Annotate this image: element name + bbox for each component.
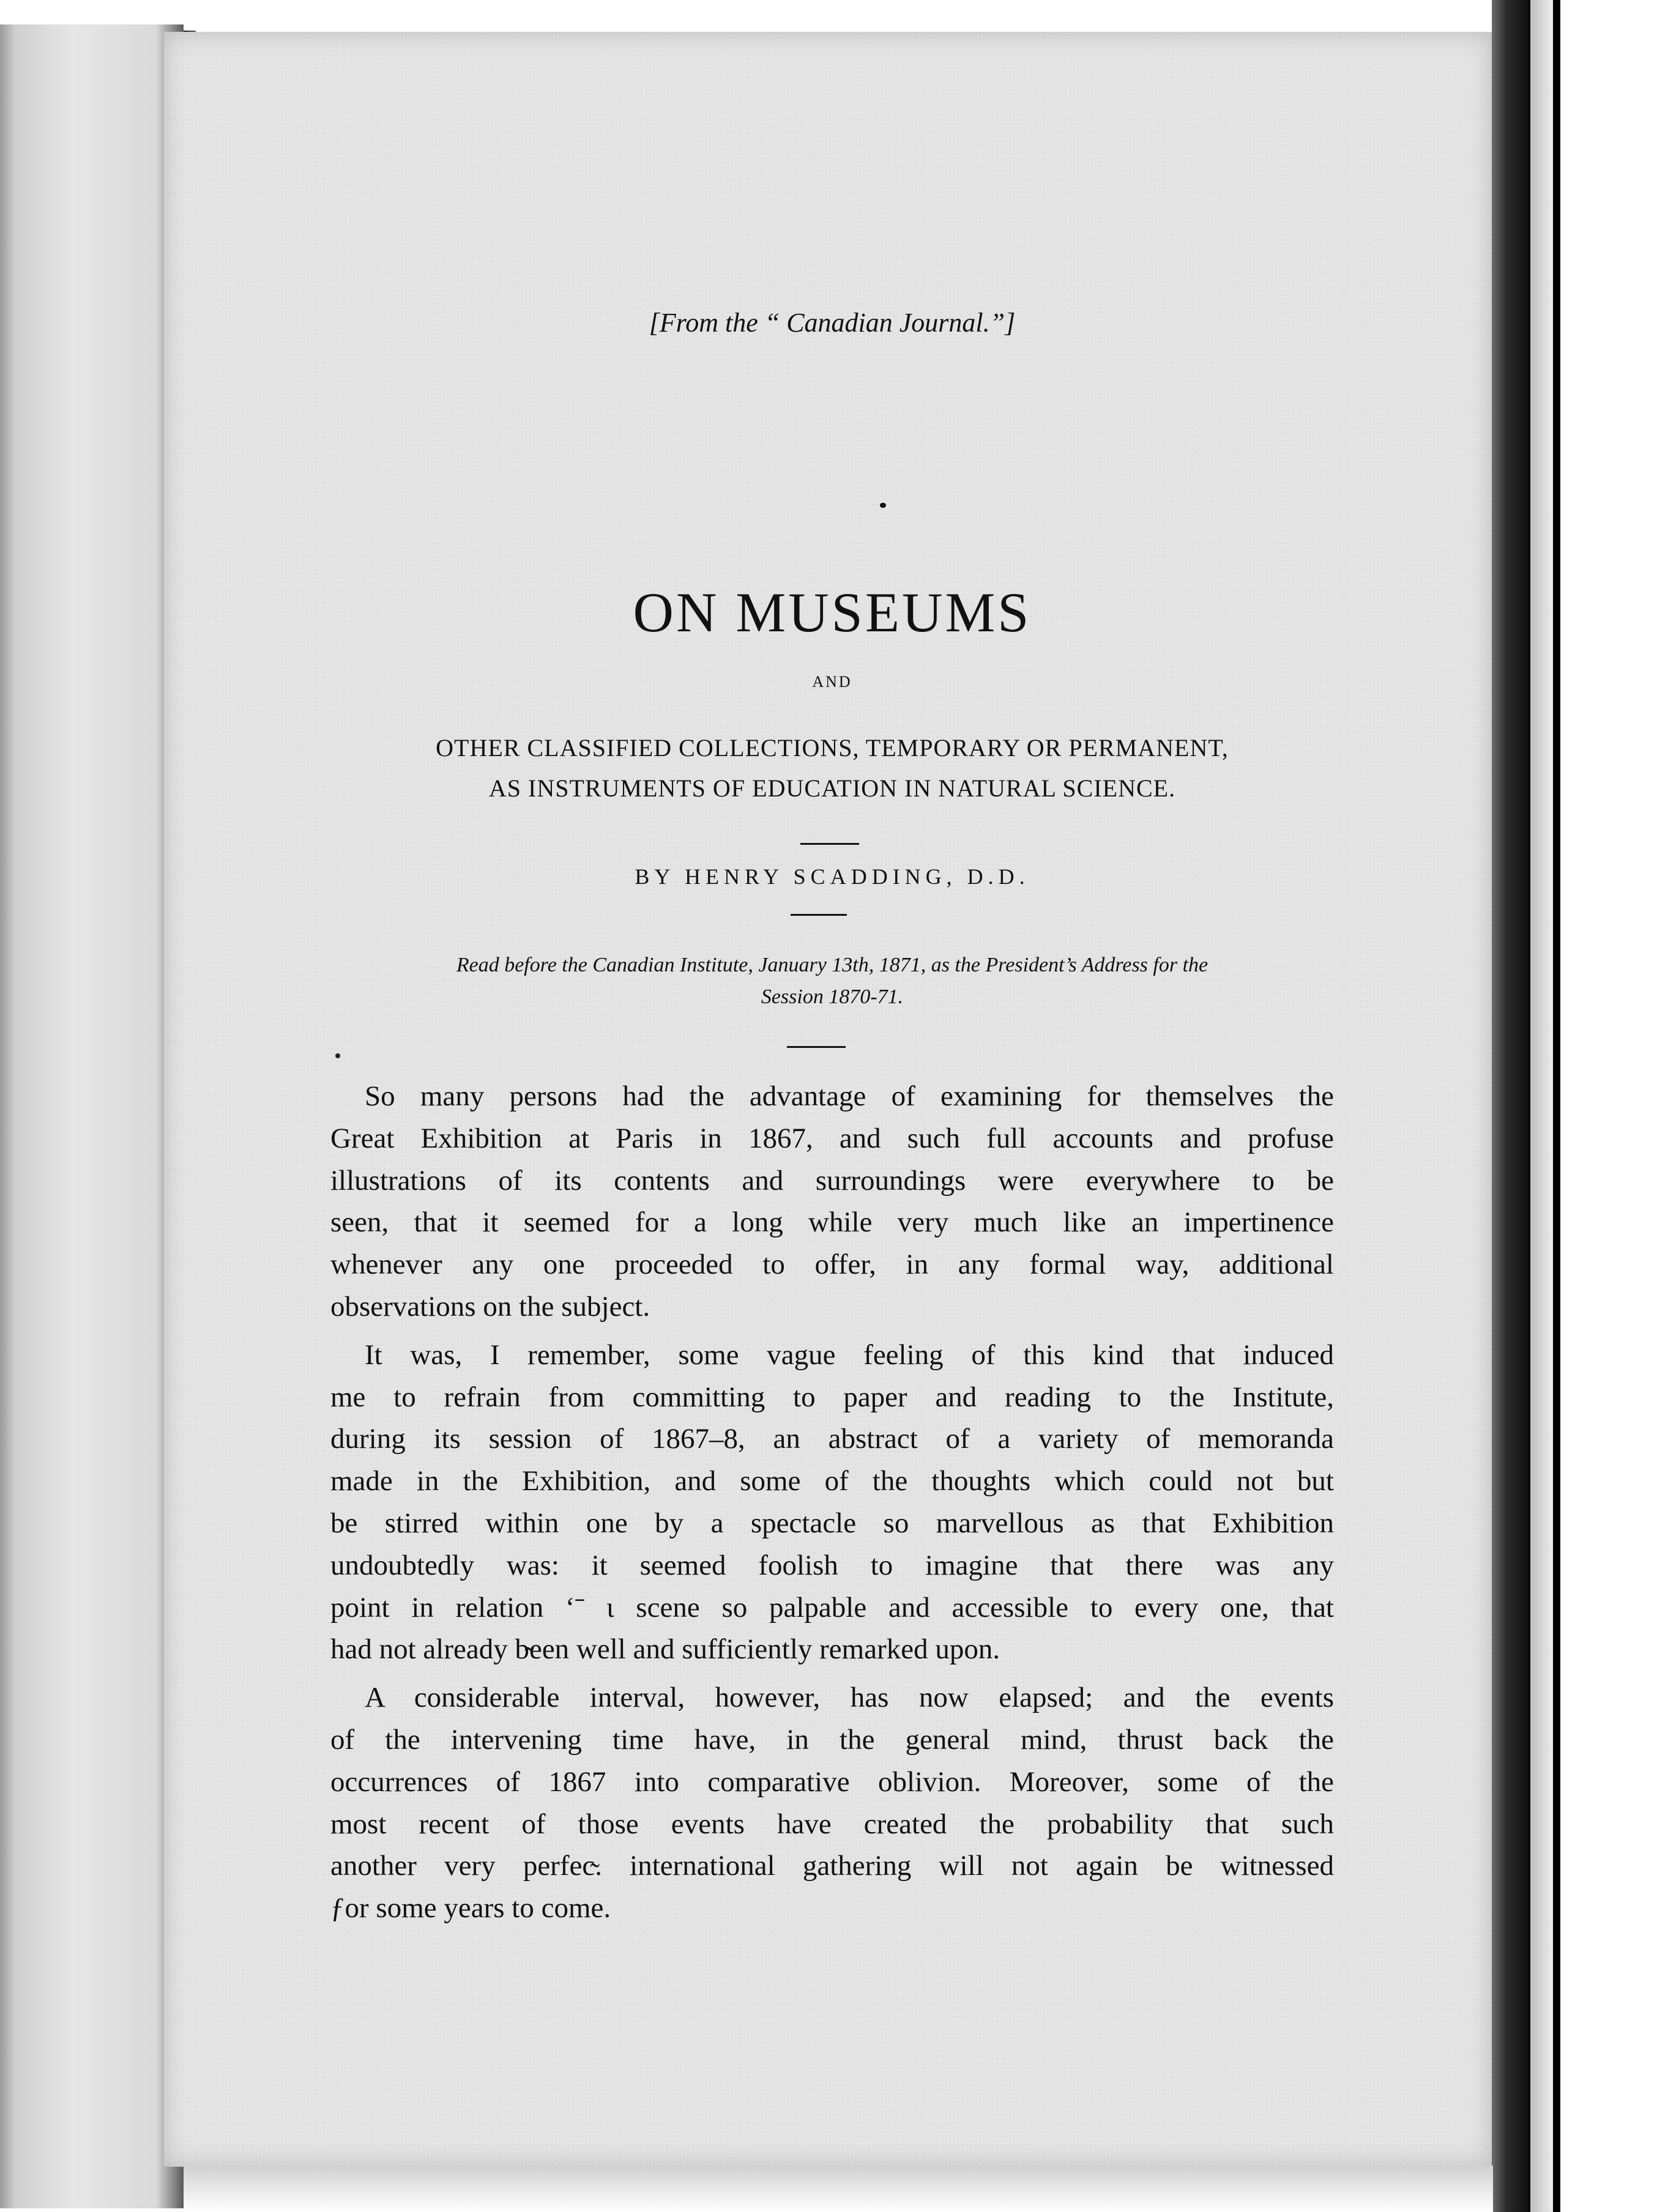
paragraph bbox=[330, 1334, 1334, 1671]
author-line: BY HENRY SCADDING, D.D. bbox=[635, 864, 1030, 889]
text-line: most recent of those events have created the probability that such bbox=[330, 1808, 1334, 1840]
read-note-line: Session 1870-71. bbox=[761, 985, 904, 1008]
text-line: occurrences of 1867 into comparative oblivion. Moreover, some of the bbox=[330, 1765, 1334, 1798]
divider-rule bbox=[787, 1046, 846, 1048]
text-line: So many persons had the advantage of examining for themselves the bbox=[365, 1080, 1334, 1112]
ink-dot bbox=[335, 1053, 340, 1058]
text-line: of the intervening time have, in the general mind, thrust back the bbox=[330, 1723, 1334, 1756]
facing-page-edge bbox=[0, 24, 184, 2208]
page-edge-line bbox=[1553, 0, 1560, 2212]
title-conjunction: AND bbox=[812, 673, 852, 691]
page-edge-strip bbox=[1529, 0, 1555, 2212]
source-note: [From the “ Canadian Journal.”] bbox=[649, 308, 1016, 338]
binding-edge bbox=[1492, 0, 1529, 2212]
subtitle-line: AS INSTRUMENTS OF EDUCATION IN NATURAL SCIENCE. bbox=[488, 774, 1176, 802]
text-line: be stirred within one by a spectacle so marvellous as that Exhibition bbox=[330, 1507, 1334, 1539]
text-line: whenever any one proceeded to offer, in any formal way, additional bbox=[330, 1249, 1334, 1281]
paragraph bbox=[330, 1075, 1334, 1328]
text-line: illustrations of its contents and surroundings were everywhere to be bbox=[330, 1164, 1334, 1197]
subtitle bbox=[294, 728, 1371, 809]
text-line: A considerable interval, however, has now elapsed; and the events bbox=[365, 1682, 1334, 1714]
text-line: point in relation ʻˉ ι scene so palpable and accessible to every one, that bbox=[330, 1591, 1334, 1624]
paragraph bbox=[330, 1677, 1334, 1929]
text-line: had not already b̴een well and sufficiently remarked upon. bbox=[330, 1633, 1000, 1666]
read-note bbox=[306, 949, 1358, 1013]
text-line: another very perfec̴. international gathering will not again be witnessed bbox=[330, 1850, 1334, 1882]
subtitle-line: OTHER CLASSIFIED COLLECTIONS, TEMPORARY OR PERMANENT, bbox=[436, 734, 1229, 762]
page-title: ON MUSEUMS bbox=[633, 581, 1032, 644]
read-note-line: Read before the Canadian Institute, January 13th, 1871, as the President’s Address for the bbox=[456, 954, 1208, 976]
text-line: during its session of 1867–8, an abstract of a variety of memoranda bbox=[330, 1423, 1334, 1455]
text-line: made in the Exhibition, and some of the thoughts which could not but bbox=[330, 1465, 1334, 1498]
text-line: It was, I remember, some vague feeling of this kind that induced bbox=[365, 1338, 1334, 1371]
text-line: observations on the subject. bbox=[330, 1290, 650, 1323]
text-line: ƒor some years to come. bbox=[330, 1892, 611, 1924]
divider-rule bbox=[791, 914, 847, 916]
text-line: Great Exhibition at Paris in 1867, and such full accounts and profuse bbox=[330, 1122, 1334, 1154]
text-line: seen, that it seemed for a long while very much like an impertinence bbox=[330, 1206, 1334, 1239]
text-line: undoubtedly was: it seemed foolish to imagine that there was any bbox=[330, 1549, 1334, 1581]
text-line: me to refrain from committing to paper and reading to the Institute, bbox=[330, 1381, 1334, 1413]
bottom-shadow bbox=[184, 2166, 1493, 2212]
divider-rule bbox=[800, 843, 859, 845]
ink-dot bbox=[880, 503, 886, 508]
body-text bbox=[330, 1075, 1334, 1929]
